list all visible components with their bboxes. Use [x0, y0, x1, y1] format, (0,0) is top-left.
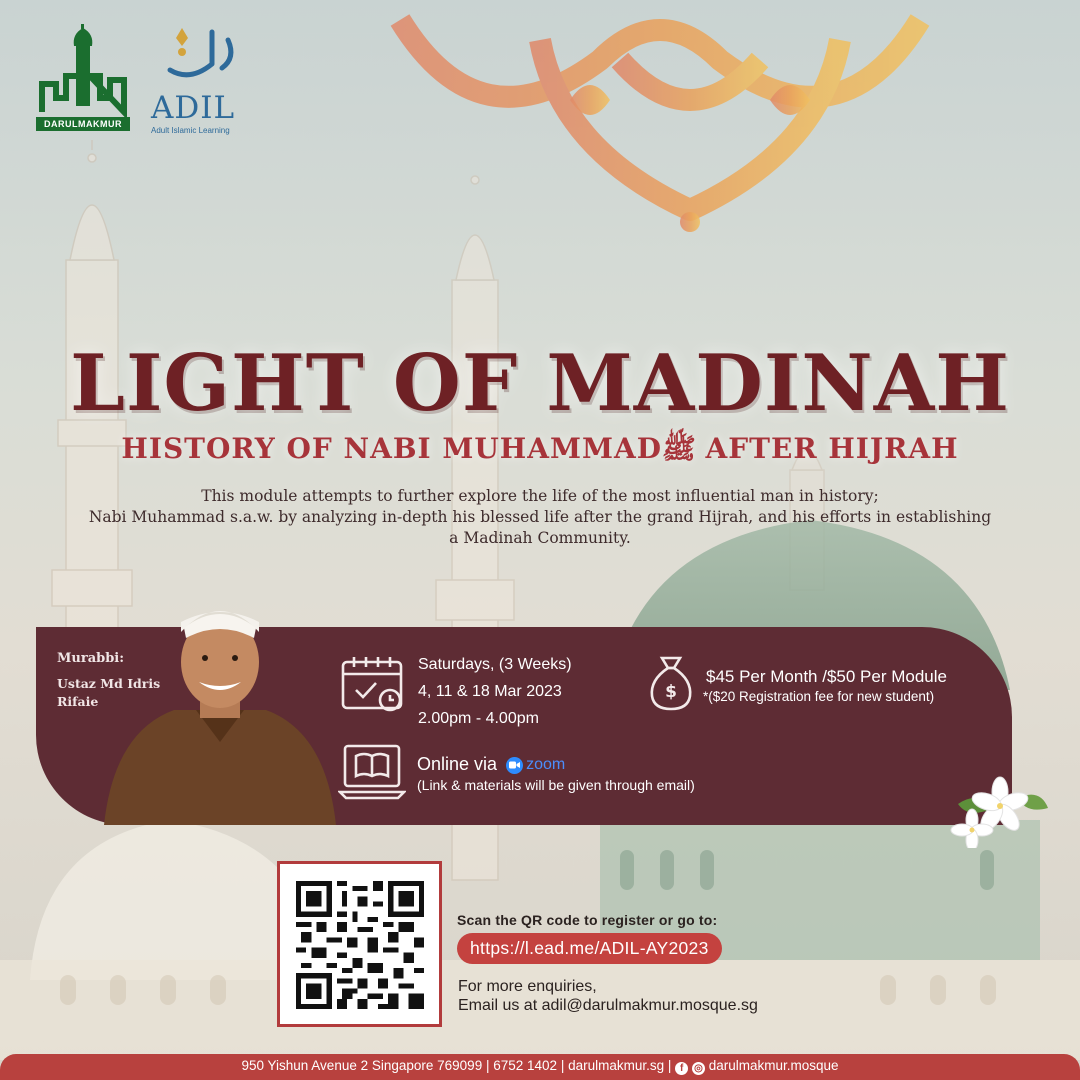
qr-code-frame[interactable]: [277, 861, 442, 1027]
online-label: Online via: [417, 754, 498, 774]
schedule-info: [418, 651, 572, 732]
calendar-icon: [340, 654, 406, 714]
footer-address: 950 Yishun Avenue 2 Singapore 769099: [241, 1058, 483, 1073]
footer-website[interactable]: darulmakmur.sg: [568, 1058, 665, 1073]
scan-instruction: Scan the QR code to register or go to:: [457, 912, 718, 928]
description-line: a Madinah Community.: [449, 529, 631, 547]
facebook-icon[interactable]: f: [675, 1062, 688, 1075]
zoom-icon: [506, 757, 523, 774]
online-info: [417, 754, 565, 775]
zoom-logo: zoom: [506, 756, 565, 774]
price-text: $45 Per Month /$50 Per Module: [706, 667, 947, 686]
module-description: [40, 486, 1040, 549]
instagram-icon[interactable]: ◎: [692, 1062, 705, 1075]
online-class-icon: [338, 742, 406, 800]
schedule-dates: 4, 11 & 18 Mar 2023: [418, 683, 562, 700]
online-note: (Link & materials will be given through email): [417, 777, 695, 793]
money-bag-icon: [648, 654, 694, 712]
description-line: This module attempts to further explore the life of the most influential man in history;: [201, 487, 879, 505]
enquiry-email[interactable]: Email us at adil@darulmakmur.mosque.sg: [458, 997, 758, 1014]
page-title: LIGHT OF MADINAH: [70, 338, 1010, 429]
adil-subtitle: Adult Islamic Learning: [151, 126, 230, 135]
description-line: Nabi Muhammad s.a.w. by analyzing in-depth his blessed life after the grand Hijrah, and his efforts in establishing: [88, 508, 992, 526]
footer-separator: |: [485, 1058, 494, 1073]
qr-code[interactable]: [296, 881, 424, 1009]
page-subtitle: HISTORY OF NABI MUHAMMADﷺ AFTER HIJRAH: [121, 432, 959, 465]
murabbi-label: Murabbi:: [57, 651, 125, 666]
price-note: *($20 Registration fee for new student): [703, 689, 935, 704]
speaker-photo: [104, 592, 336, 825]
footer-separator: |: [667, 1058, 676, 1073]
schedule-day: Saturdays, (3 Weeks): [418, 656, 572, 673]
enquiry-line: For more enquiries,: [458, 978, 597, 995]
murabbi-name: Ustaz Md Idris Rifaie: [57, 676, 161, 709]
jasmine-flower-icon: [948, 764, 1052, 848]
footer-info: [0, 1058, 1080, 1075]
darulmakmur-logo-icon: [36, 24, 130, 118]
darulmakmur-wordmark: DARULMAKMUR: [36, 117, 130, 131]
schedule-time: 2.00pm - 4.00pm: [418, 710, 539, 727]
footer-separator: |: [560, 1058, 569, 1073]
svg-text:$: $: [665, 682, 677, 702]
adil-wordmark: ADIL: [151, 90, 236, 126]
registration-link[interactable]: https://l.ead.me/ADIL-AY2023: [457, 933, 722, 964]
footer-phone[interactable]: 6752 1402: [493, 1058, 558, 1073]
adil-logo-icon: [160, 20, 240, 90]
footer-social[interactable]: darulmakmur.mosque: [708, 1058, 839, 1073]
